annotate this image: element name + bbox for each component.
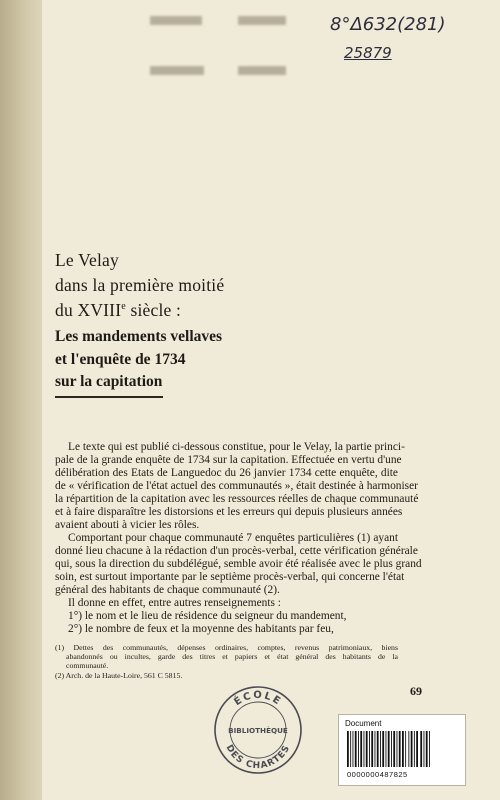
barcode-bar [408, 731, 409, 767]
barcode-number: 0000000487825 [347, 770, 408, 779]
book-spine-edge [0, 0, 42, 800]
handwritten-accession-number: 25879 [344, 44, 392, 62]
title-line-1: Le Velay [55, 250, 119, 270]
stamp-text-bottom: DES CHARTES [223, 743, 293, 772]
document-page [42, 0, 500, 800]
barcode-bar [386, 731, 387, 767]
footnote-line: abandonnés ou incultes, garde des titres et papiers et état général des habitants de la [66, 652, 398, 661]
body-line: pale de la grande enquête de 1734 sur la capitation. Effectuée en vertu d'une [55, 454, 402, 466]
subtitle-line-2: et l'enquête de 1734 [55, 351, 186, 368]
body-line: qui, sous la direction du subdélégué, semble avoir été réalisée avec le plus grand [55, 558, 422, 570]
binding-strip [238, 66, 286, 75]
body-line: avaient abouti à vicier les rôles. [55, 519, 200, 531]
footnote-line: communauté. [66, 661, 109, 670]
barcode-bar [360, 731, 362, 767]
barcode-bar [347, 731, 349, 767]
title-line-3 [55, 300, 181, 321]
body-line: de « vérification de l'état actuel des communautés », était destinée à harmoniser [55, 480, 418, 492]
title-underline-rule [55, 396, 163, 398]
handwritten-call-number: 8°Δ632(281) [330, 14, 446, 35]
title-line-2: dans la première moitié [55, 275, 225, 295]
barcode-bar [393, 731, 395, 767]
barcode-bar [391, 731, 392, 767]
barcode-label-title: Document [345, 719, 382, 728]
body-line: donné lieu chacune à la rédaction d'un procès-verbal, cette vérification générale [55, 545, 418, 557]
barcode-bar [375, 731, 376, 767]
barcode-bar [355, 731, 357, 767]
body-line: délibération des Etats de Languedoc du 26 janvier 1734 cette enquête, dite [55, 467, 398, 479]
barcode-bar [371, 731, 373, 767]
barcode-bar [364, 731, 365, 767]
title-century-superscript: e [121, 301, 126, 313]
body-line: 2°) le nombre de feux et la moyenne des habitants par feu, [68, 623, 334, 635]
barcode-bar [411, 731, 413, 767]
body-line: 1°) le nom et le lieu de résidence du seigneur du mandement, [68, 610, 347, 622]
page-number: 69 [410, 684, 422, 698]
binding-strip [150, 66, 204, 75]
footnote-line: (1) Dettes des communautés, dépenses ordinaires, comptes, revenus patrimoniaux, biens [55, 643, 398, 652]
barcode-label [338, 714, 466, 786]
barcode-bar [369, 731, 370, 767]
stamp-text-top: ÉCOLE [232, 689, 284, 709]
body-line: Le texte qui est publié ci-dessous constitue, pour le Velay, la partie princi- [68, 441, 405, 453]
barcode-bar [353, 731, 354, 767]
barcode-bar [358, 731, 359, 767]
barcode-bar [424, 731, 425, 767]
body-line: Comportant pour chaque communauté 7 enquêtes particulières (1) ayant [68, 532, 398, 544]
body-line: soin, est surtout importante par le septième procès-verbal, qui concerne l'état [55, 571, 405, 583]
barcode [345, 731, 459, 767]
library-stamp [212, 684, 304, 776]
barcode-bar [382, 731, 384, 767]
barcode-bar [399, 731, 401, 767]
barcode-bar [377, 731, 379, 767]
subtitle-line-1: Les mandements vellaves [55, 328, 223, 345]
barcode-bar [350, 731, 351, 767]
title-century: du XVIII [55, 300, 122, 320]
barcode-bar [420, 731, 422, 767]
barcode-bar [366, 731, 368, 767]
stamp-text-middle: BIBLIOTHÈQUE [228, 726, 288, 735]
footnote-line: (2) Arch. de la Haute-Loire, 561 C 5815. [55, 671, 183, 680]
subtitle-line-3: sur la capitation [55, 373, 163, 390]
barcode-bar [429, 731, 430, 767]
barcode-bar [414, 731, 415, 767]
body-line: Il donne en effet, entre autres renseignements : [68, 597, 281, 609]
body-line: général des habitants de chaque communauté (2). [55, 584, 280, 596]
barcode-bar [388, 731, 390, 767]
binding-strip [238, 16, 286, 25]
barcode-bar [402, 731, 404, 767]
title-siecle: siècle : [125, 300, 182, 320]
body-line: et à faire disparaître les distorsions et les erreurs qui depuis plusieurs années [55, 506, 403, 518]
barcode-bar [426, 731, 428, 767]
barcode-bar [416, 731, 418, 767]
barcode-bar [380, 731, 381, 767]
binding-strip [150, 16, 202, 25]
barcode-bar [405, 731, 406, 767]
barcode-bar [397, 731, 398, 767]
body-line: la répartition de la capitation avec les ressources réelles de chaque communauté [55, 493, 419, 505]
